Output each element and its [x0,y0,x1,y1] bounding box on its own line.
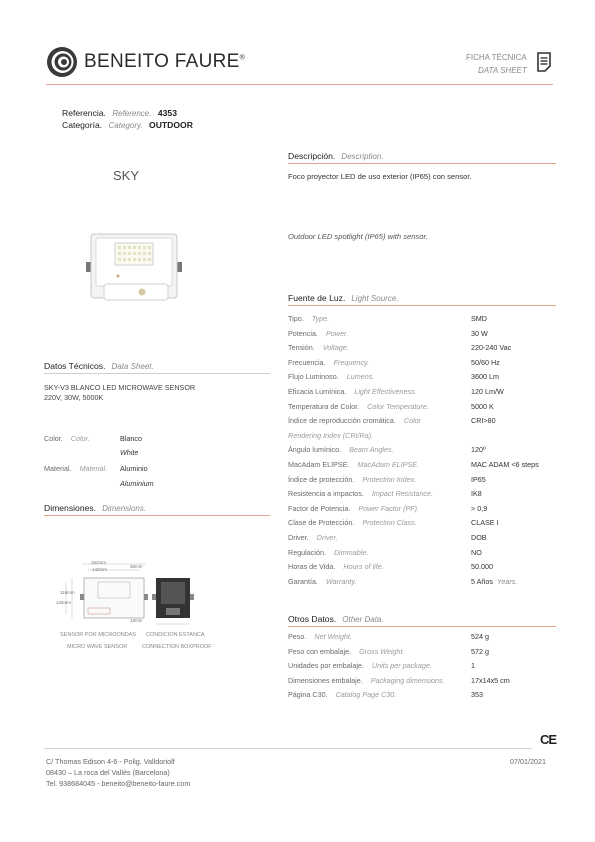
spec-value-text: NO [471,547,482,557]
spec-label-en: Impact Resistance. [371,489,434,499]
spec-label-en: Type. [311,314,330,323]
footer-address-2: 08430 – La roca del Vallès (Barcelona) [46,768,170,777]
spec-label-es: Flujo Luminoso. [288,372,339,382]
spec-label-en: Units per package. [371,661,432,671]
spec-value [471,372,499,381]
spec-label [288,489,433,498]
color-label: Color. Color. [44,434,90,443]
spec-label-en: Warranty. [325,576,357,586]
material-value-en: Aluminium [120,479,154,488]
dim-36: 36mm [130,564,143,569]
spec-value-text: IP65 [471,474,486,484]
spec-label [288,533,338,542]
spec-label [288,329,348,338]
datos-line-1: SKY-V3 BLANCO LED MICROWAVE SENSOR [44,383,196,392]
spec-label-es: Índice de reproducción cromática. [288,416,396,426]
spec-value-text: 17x14x5 cm [471,675,510,685]
spec-label [288,676,445,685]
product-image [82,226,186,309]
spec-label-en: Protection Index. [362,474,417,484]
spec-label-en: Frequency. [333,357,369,367]
spec-value-text: 5 Años [471,576,493,586]
spec-label [288,358,369,367]
spec-value-text: 1 [471,661,475,671]
product-name: SKY [113,168,140,183]
header-rule [46,84,553,85]
brand-name: BENEITO FAURE® [84,51,246,72]
spec-label-en: Rendering Index (CRI/Ra). [288,430,374,440]
description-rule [288,163,556,164]
datos-rule [44,373,270,374]
spec-label-es: Dimensiones embalaje. [288,675,363,685]
fuente-title: Fuente de Luz. Light Source. [288,293,399,303]
spec-value [471,343,511,352]
spec-label-es: Eficacia Lumínica. [288,387,347,396]
spec-value [471,518,499,527]
spec-value [471,533,487,542]
color-value-en: White [120,448,139,457]
spec-label-en: Dimmable. [333,547,369,557]
spec-value [471,632,489,641]
spec-label-en: Lumens. [346,372,375,382]
spec-value [471,690,483,699]
spec-value [471,460,539,469]
spec-label [288,402,429,411]
dim-126: 126mm [56,600,72,605]
spec-label-es: Índice de protección. [288,474,355,484]
spec-label-es: Tensión. [288,343,315,353]
spec-label-es: Driver. [288,533,309,542]
color-value: Blanco [120,434,142,443]
spec-value-text: 30 W [471,328,488,338]
description-title: Descripción. Description. [288,151,384,161]
spec-label-es: Factor de Potencia. [288,503,351,513]
caption-cond-en: CONNECTION BOXPROOF [142,644,212,650]
spec-label-en: Light Effectiveness. [354,387,417,396]
spec-value [471,445,486,454]
dim-18: 18mm [130,618,143,623]
footer-rule [44,748,532,749]
spec-value [471,676,510,685]
spec-label [288,343,349,352]
spec-label-en: Driver. [316,533,338,542]
spec-value [471,489,482,498]
spec-value [471,661,475,670]
spec-value-text: > 0,9 [471,503,488,513]
spec-label [288,416,421,425]
spec-label [288,577,356,586]
spec-value-text: 120º [471,445,486,455]
spec-label-es: Regulación. [288,547,326,557]
spec-value-text: SMD [471,314,487,323]
caption-sensor-en: MICRO WAVE SENSOR [67,644,128,650]
spec-label [288,562,384,571]
spec-label [288,647,405,656]
spec-value [471,647,489,656]
spec-label-en: Color Temperature. [367,401,429,411]
spec-value-text: 572 g [471,646,489,656]
spec-label-es: Unidades por embalaje. [288,661,364,671]
spec-label-es: Frecuencia. [288,357,326,367]
spec-value-text: CRI>80 [471,416,496,426]
doc-type-en: DATA SHEET [478,66,527,75]
otros-title: Otros Datos. Other Data. [288,614,384,624]
category-line: Categoría. Category. OUTDOOR [62,120,193,130]
dimensiones-rule [44,515,270,516]
description-es: Foco proyector LED de uso exterior (IP65) con sensor. [288,172,472,181]
spec-value [471,416,496,425]
spec-label-en: Beam Angles. [349,445,394,455]
spec-label-es: Peso con embalaje. [288,646,352,656]
spec-value-text: 50.000 [471,562,493,572]
spec-label-en: MacAdam ELIPSE. [357,460,420,469]
footer-date: 07/01/2021 [510,757,546,766]
spec-label [288,504,419,513]
doc-type: FICHA TÉCNICA [466,53,527,62]
fuente-rule [288,305,556,306]
dim-142: 142mm [92,567,108,572]
document-icon [536,52,552,77]
spec-value [471,475,486,484]
spec-label-en: Power Factor (PF). [358,503,420,513]
spec-value-text: 120 Lm/W [471,387,504,396]
spec-value [471,329,488,338]
spec-value [471,577,517,586]
spec-value [471,387,504,396]
spec-label [288,372,374,381]
spec-label-en: Protection Class. [362,518,417,528]
spec-label [288,431,373,440]
spec-label [288,548,368,557]
ce-mark-icon: CE [540,732,557,747]
material-value: Aluminio [120,464,148,473]
spec-value-en: Years. [496,576,518,586]
spec-value [471,548,482,557]
spec-label [288,632,352,641]
brand-logo [46,46,78,78]
spec-label [288,661,432,670]
spec-value-text: 3600 Lm [471,372,499,382]
spec-label-es: Ángulo lumínico. [288,445,342,455]
logo-mark-icon [46,46,78,78]
spec-value [471,358,500,367]
spec-label-es: Horas de Vida. [288,562,336,572]
spec-value-text: IK8 [471,489,482,499]
footer-address-1: C/ Thomas Edison 4-6 - Polig. Valldoriolf [46,757,175,766]
spec-label-en: Gross Weight. [359,646,405,656]
dimensiones-title: Dimensiones. Dimensions. [44,503,147,513]
spec-label [288,445,394,454]
spec-label-en: Voltage. [322,343,349,353]
spec-value [471,402,494,411]
spec-label-es: Tipo. [288,314,304,323]
spec-label-es: Peso. [288,632,307,641]
reference-line: Referencia. Reference. 4353 [62,108,177,118]
otros-rule [288,626,556,627]
spec-value-text: 220-240 Vac [471,343,512,353]
spec-label [288,690,396,699]
spec-label-en: Color [403,416,422,426]
material-label: Material. Material. [44,464,108,473]
spec-label [288,518,417,527]
dimension-drawing [54,560,214,635]
spec-value-text: MAC ADAM <6 steps [471,460,539,469]
spec-value [471,504,487,513]
spec-label-es: Clase de Protección. [288,518,355,528]
spec-label-en: Catalog Page C30. [335,690,397,700]
spec-value-text: 5000 K [471,401,494,411]
spec-value-text: 524 g [471,632,489,641]
datos-title: Datos Técnicos. Data Sheet. [44,361,154,371]
spec-value-text: CLASE I [471,518,499,528]
spec-label-es: Página C30. [288,690,328,700]
spec-label-es: Garantía. [288,576,318,586]
spec-label-en: Net Weight. [314,632,352,641]
spec-label-en: Power. [325,328,349,338]
caption-cond: CONDICION ESTANCA [146,632,205,638]
spec-label-en: Hours of life. [343,562,384,572]
spec-value-text: 50/60 Hz [471,357,500,367]
spec-label [288,460,419,469]
spec-value [471,314,487,323]
spec-label-es: Temperatura de Color. [288,401,360,411]
footer-contact: Tel. 938684045 - beneito@beneito-faure.com [46,779,191,788]
spec-label-es: Resistencia a impactos. [288,489,364,499]
spec-value-text: DOB [471,533,487,542]
spec-label [288,475,416,484]
spec-label [288,314,329,323]
spec-label-es: Potencia. [288,328,318,338]
spec-label [288,387,417,396]
datos-line-2: 220V, 30W, 5000K [44,393,104,402]
description-en: Outdoor LED spotlight (IP65) with sensor. [288,232,428,241]
spec-value-text: 353 [471,690,483,700]
spec-label-en: Packaging dimensions. [370,675,445,685]
dim-118: 118mm [60,590,75,595]
spec-label-es: MacAdam ELIPSE. [288,460,350,469]
dim-162: 162mm [91,560,107,565]
spec-value [471,562,493,571]
caption-sensor: SENSOR POR MICROONDAS [60,632,137,638]
